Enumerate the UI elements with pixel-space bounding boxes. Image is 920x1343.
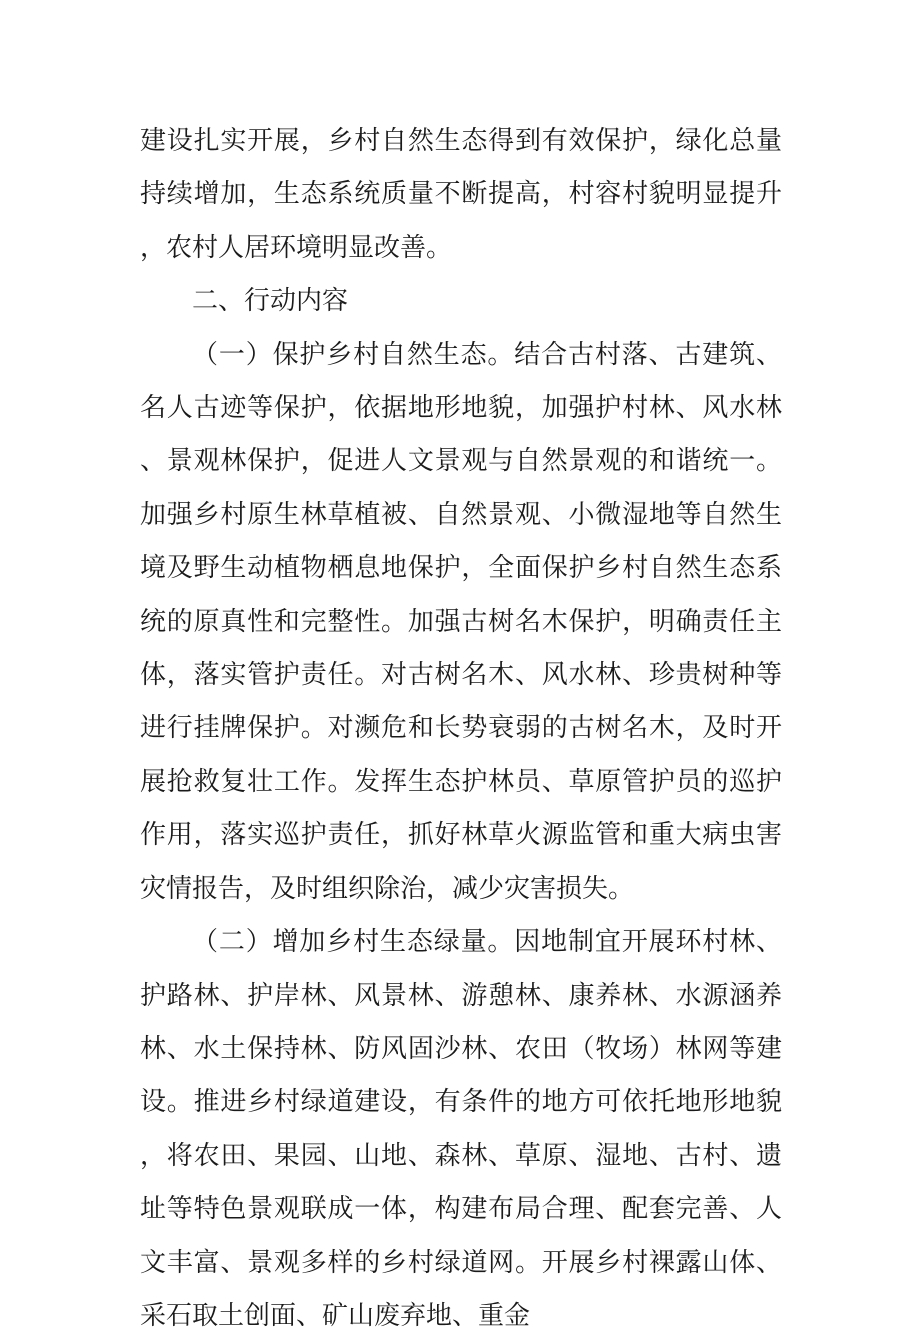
section-heading: 二、行动内容	[192, 286, 349, 317]
paragraph-intro-continuation: 建设扎实开展，乡村自然生态得到有效保护，绿化总量持续增加，生态系统质量不断提高，村容村貌明显提升，农村人居环境明显改善。	[140, 126, 782, 263]
document-body	[140, 115, 782, 1343]
paragraph-item-1: （一）保护乡村自然生态。结合古村落、古建筑、名人古迹等保护，依据地形地貌，加强护村林、风水林、景观林保护，促进人文景观与自然景观的和谐统一。加强乡村原生林草植被、自然景观、小微湿地等自然生境及野生动植物栖息地保护，全面保护乡村自然生态系统的原真性和完整性。加强古树名木保护，明确责任主体，落实管护责任。对古树名木、风水林、珍贵树种等进行挂牌保护。对濒危和长势衰弱的古树名木，及时开展抢救复壮工作。发挥生态护林员、草原管护员的巡护作用，落实巡护责任，抓好林草火源监管和重大病虫害灾情报告，及时组织除治，减少灾害损失。	[140, 339, 782, 904]
paragraph-item-2: （二）增加乡村生态绿量。因地制宜开展环村林、护路林、护岸林、风景林、游憩林、康养林、水源涵养林、水土保持林、防风固沙林、农田（牧场）林网等建设。推进乡村绿道建设，有条件的地方可依托地形地貌，将农田、果园、山地、森林、草原、湿地、古村、遗址等特色景观联成一体，构建布局合理、配套完善、人文丰富、景观多样的乡村绿道网。开展乡村裸露山体、采石取土创面、矿山废弃地、重金	[140, 927, 782, 1331]
